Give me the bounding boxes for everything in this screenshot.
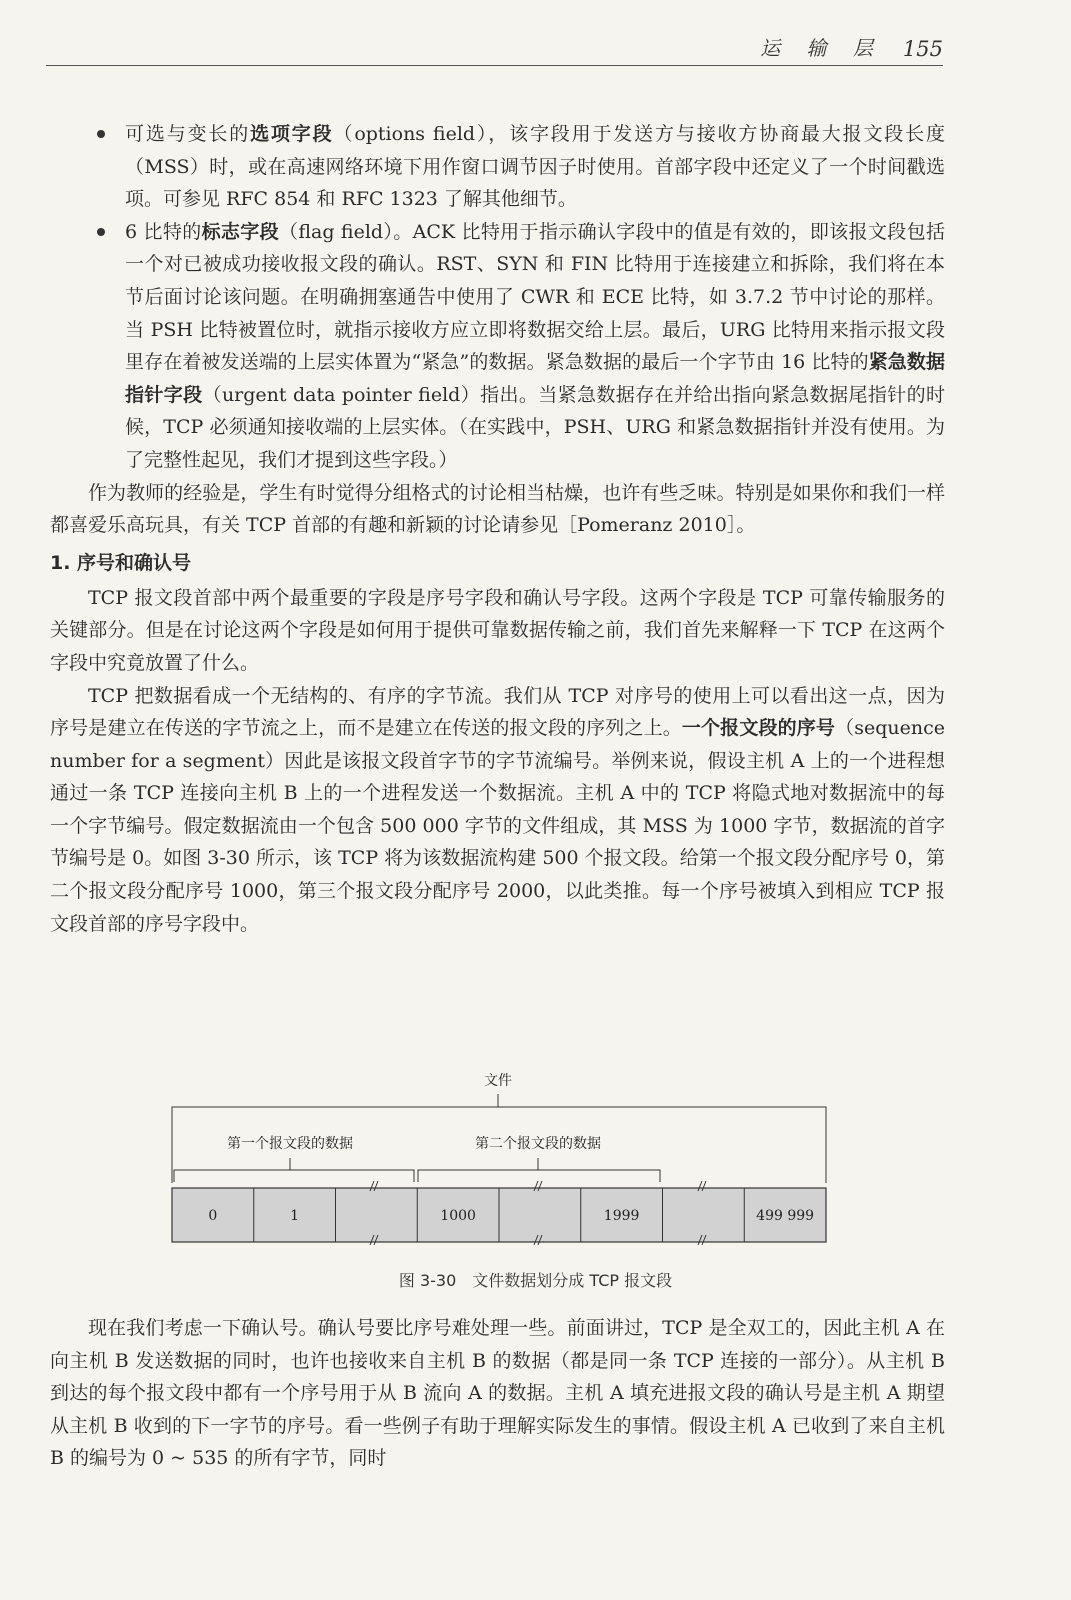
byte-cell-label: 1 xyxy=(290,1208,300,1224)
text-run: （urgent data pointer field）指出。当紧急数据存在并给出指向紧急数据尾指针的时候，TCP 必须通知接收端的上层实体。（在实践中，PSH、URG 和紧急数据指针并没有使用。为了完整性起见，我们才提到这些字段。） xyxy=(125,383,945,471)
byte-cell-label: 499 999 xyxy=(756,1208,815,1224)
main-text-bottom xyxy=(50,1312,945,1475)
text-run: 可选与变长的 xyxy=(125,123,251,145)
text-run: 6 比特的 xyxy=(125,220,202,243)
term-flag-field: 标志字段 xyxy=(201,220,279,243)
seg1-bracket xyxy=(174,1170,414,1182)
paragraph-seq-ack-intro: TCP 报文段首部中两个最重要的字段是序号字段和确认号字段。这两个字段是 TCP 可靠传输服务的关键部分。但是在讨论这两个字段是如何用于提供可靠数据传输之前，我们首先来解释一下 TCP 在这两个字段中究竟放置了什么。 xyxy=(50,586,945,674)
section-heading: 1. 序号和确认号 xyxy=(50,551,192,574)
paragraph-ack-number: 现在我们考虑一下确认号。确认号要比序号难处理一些。前面讲过，TCP 是全双工的，因此主机 A 在向主机 B 发送数据的同时，也许也接收来自主机 B 的数据（都是同一条 TCP 连接的一部分）。从主机 B 到达的每个报文段中都有一个序号用于从 B 流向 A 的数据。主机 A 填充进报文段的确认号是主机 A 期望从主机 B 收到的下一字节的序号。看一些例子有助于理解实际发生的事情。假设主机 A 已收到了来自主机 B 的编号为 0 ~ 535 的所有字节，同时 xyxy=(50,1317,945,1470)
page-number: 155 xyxy=(902,37,943,61)
file-label: 文件 xyxy=(484,1073,512,1089)
term-sequence-number: 一个报文段的序号 xyxy=(681,717,836,740)
text-run: （options field），该字段用于发送方与接收方协商最大报文段长度（MSS）时，或在高速网络环境下用作窗口调节因子时使用。首部字段中还定义了一个时间戳选项。可参见 RFC 854 和 RFC 1323 了解其他细节。 xyxy=(125,123,945,211)
paragraph-teacher: 作为教师的经验是，学生有时觉得分组格式的讨论相当枯燥，也许有些乏味。特别是如果你和我们一样都喜爱乐高玩具，有关 TCP 首部的有趣和新颖的讨论请参见［Pomeranz 2010］。 xyxy=(50,481,945,537)
figure-caption: 图 3-30 文件数据划分成 TCP 报文段 xyxy=(398,1271,673,1290)
term-options-field: 选项字段 xyxy=(250,123,334,145)
seg2-bracket xyxy=(418,1170,660,1182)
chapter-title: 运 输 层 xyxy=(760,36,883,60)
byte-cell-label: 1999 xyxy=(603,1208,640,1224)
text-run: TCP 把数据看成一个无结构的、有序的字节流。我们从 TCP 对序号的使用上可以看出这一点，因为序号是建立在传送的字节流之上，而不是建立在传送的报文段的序列之上。 xyxy=(50,684,945,740)
text-run: （flag field）。ACK 比特用于指示确认字段中的值是有效的，即该报文段包括一个对已被成功接收报文段的确认。RST、SYN 和 FIN 比特用于连接建立和拆除，我们将在本节后面讨论该问题。在明确拥塞通告中使用了 CWR 和 ECE 比特，如 3.7.2 节中讨论的那样。当 PSH 比特被置位时，就指示接收方应立即将数据交给上层。最后，URG 比特用来指示报文段里存在着被发送端的上层实体置为“紧急”的数据。紧急数据的最后一个字节由 16 比特的 xyxy=(125,220,945,374)
byte-cell-label: 1000 xyxy=(440,1208,476,1224)
text-run: （sequence number for a segment）因此是该报文段首字节的字节流编号。举例来说，假设主机 A 上的一个进程想通过一条 TCP 连接向主机 B 上的一个进程发送一个数据流。主机 A 中的 TCP 将隐式地对数据流中的每一个字节编号。假定数据流由一个包含 500 000 字节的文件组成，其 MSS 为 1000 字节，数据流的首字节编号是 0。如图 3-30 所示，该 TCP 将为该数据流构建 500 个报文段。给第一个报文段分配序号 0，第二个报文段分配序号 1000，第三个报文段分配序号 2000，以此类推。每一个序号被填入到相应 TCP 报文段首部的序号字段中。 xyxy=(50,717,945,935)
seg2-label: 第二个报文段的数据 xyxy=(475,1136,601,1152)
byte-cell-label: 0 xyxy=(208,1208,218,1224)
term-urgent-pointer: 紧急数据指针字段 xyxy=(125,351,945,406)
seg1-label: 第一个报文段的数据 xyxy=(227,1136,353,1152)
byte-strip xyxy=(172,1188,826,1242)
